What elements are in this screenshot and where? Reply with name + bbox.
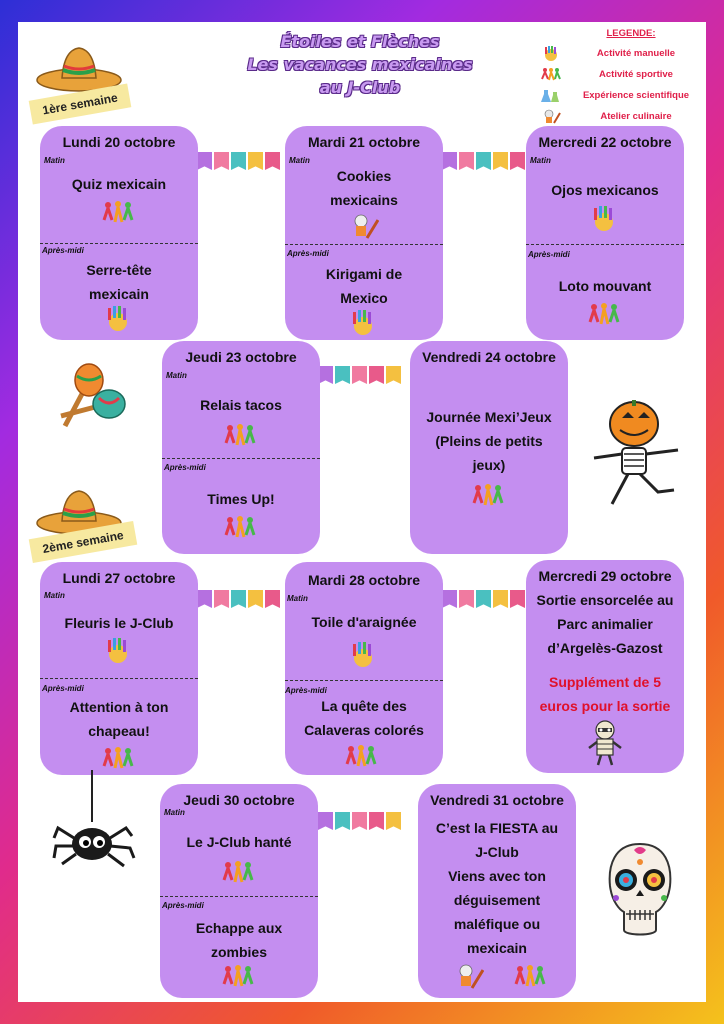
slot-label-morning: Matin (44, 156, 65, 165)
activity-afternoon-line-1: Echappe aux (195, 920, 283, 936)
activity-morning-line-2: mexicains (330, 192, 398, 208)
week-1-tag: 1ère semaine (29, 83, 132, 124)
activity-line-2: J-Club (475, 844, 519, 860)
activity-line-5: maléfique ou (453, 916, 541, 932)
people-sport-icon (220, 860, 256, 886)
people-sport-icon (512, 964, 548, 990)
activity-morning: Fleuris le J-Club (64, 615, 174, 631)
day-title: Jeudi 23 octobre (185, 349, 297, 365)
slot-label-morning: Matin (530, 156, 551, 165)
activity-afternoon-line-1: Attention à ton (69, 699, 169, 715)
activity-line-4: déguisement (453, 892, 541, 908)
sugar-skull-icon (604, 840, 676, 940)
activity-morning: Quiz mexicain (71, 176, 167, 192)
day-card-mardi-28 (285, 562, 443, 775)
people-sport-icon (220, 964, 256, 990)
day-title: Mardi 28 octobre (307, 572, 421, 588)
activity-afternoon-line-2: mexicain (89, 286, 149, 302)
day-card-mercredi-29 (526, 560, 684, 773)
hand-paint-icon (349, 310, 377, 336)
legend-label: Activité manuelle (596, 48, 676, 59)
activity-afternoon-line-2: zombies (210, 944, 267, 960)
papel-picado-banner (197, 590, 282, 608)
activity-line-1: Journée Mexi’Jeux (426, 409, 552, 425)
title-line-1: Étoiles et Flèches (280, 32, 440, 51)
maracas-icon (55, 362, 129, 430)
divider (40, 678, 198, 679)
legend-item-sport (536, 64, 706, 85)
divider (285, 244, 443, 245)
day-card-vendredi-31 (418, 784, 576, 998)
slot-label-afternoon: Après-midi (528, 250, 570, 259)
papel-picado-banner (197, 152, 282, 170)
activity-morning: Toile d'araignée (311, 614, 417, 630)
activity-line-1: C’est la FIESTA au (435, 820, 559, 836)
divider (285, 680, 443, 681)
divider (40, 243, 198, 244)
activity-afternoon-line-2: Mexico (340, 290, 388, 306)
day-title: Mercredi 29 octobre (538, 568, 672, 584)
legend-title: LEGENDE: (606, 28, 656, 39)
poster-title (200, 30, 520, 99)
day-card-mercredi-22 (526, 126, 684, 340)
activity-morning: Relais tacos (200, 397, 282, 413)
activity-line-2: Parc animalier (557, 616, 653, 632)
slot-label-morning: Matin (166, 371, 187, 380)
divider (162, 458, 320, 459)
activity-line-3: jeux) (472, 457, 506, 473)
day-card-lundi-27 (40, 562, 198, 775)
legend-label: Activité sportive (599, 69, 673, 80)
day-title: Mardi 21 octobre (307, 134, 421, 150)
mummy-icon (588, 720, 622, 766)
people-sport-icon (100, 200, 136, 226)
chef-icon (349, 214, 379, 240)
activity-afternoon-line-2: Calaveras colorés (304, 722, 424, 738)
activity-afternoon: Loto mouvant (558, 278, 652, 294)
slot-label-afternoon: Après-midi (287, 249, 329, 258)
legend-item-cooking (536, 106, 706, 127)
people-sport-icon (586, 302, 622, 328)
day-title: Vendredi 24 octobre (422, 349, 556, 365)
day-card-mardi-21 (285, 126, 443, 340)
chef-icon (536, 109, 566, 125)
slot-label-morning: Matin (164, 808, 185, 817)
day-title: Vendredi 31 octobre (430, 792, 564, 808)
activity-line-3: Viens avec ton (448, 868, 546, 884)
activity-afternoon-line-1: Kirigami de (325, 266, 403, 282)
activity-line-2: (Pleins de petits (435, 433, 543, 449)
day-title: Lundi 27 octobre (62, 570, 176, 586)
slot-label-afternoon: Après-midi (162, 901, 204, 910)
activity-morning-line-1: Cookies (336, 168, 392, 184)
hand-paint-icon (536, 46, 566, 62)
people-sport-icon (536, 67, 566, 83)
pumpkin-skeleton-icon (586, 396, 686, 516)
activity-line-1: Sortie ensorcelée au (536, 592, 674, 608)
people-sport-icon (470, 483, 506, 509)
divider (160, 896, 318, 897)
day-title: Jeudi 30 octobre (183, 792, 295, 808)
legend-label: Expérience scientifique (582, 90, 690, 101)
divider (526, 244, 684, 245)
day-title: Mercredi 22 octobre (538, 134, 672, 150)
slot-label-morning: Matin (287, 594, 308, 603)
hand-paint-icon (349, 642, 377, 668)
legend-item-manual (536, 43, 706, 64)
day-card-jeudi-30 (160, 784, 318, 998)
slot-label-morning: Matin (289, 156, 310, 165)
people-sport-icon (100, 746, 136, 772)
spider-icon (52, 770, 138, 874)
activity-morning: Le J-Club hanté (186, 834, 292, 850)
activity-morning: Ojos mexicanos (551, 182, 659, 198)
activity-line-6: mexicain (467, 940, 527, 956)
hand-paint-icon (104, 638, 132, 664)
papel-picado-banner (442, 590, 527, 608)
day-card-vendredi-24 (410, 341, 568, 554)
day-card-jeudi-23 (162, 341, 320, 554)
legend-item-science (536, 85, 706, 106)
activity-afternoon-line-1: La quête des (321, 698, 407, 714)
supplement-note-line-1: Supplément de 5 (548, 674, 662, 690)
day-title: Lundi 20 octobre (62, 134, 176, 150)
slot-label-morning: Matin (44, 591, 65, 600)
week-2-tag: 2ème semaine (29, 521, 138, 563)
activity-afternoon-line-2: chapeau! (88, 723, 150, 739)
slot-label-afternoon: Après-midi (285, 686, 327, 695)
hand-paint-icon (590, 206, 618, 232)
people-sport-icon (343, 744, 379, 770)
papel-picado-banner (318, 366, 403, 384)
activity-afternoon-line-1: Serre-tête (86, 262, 152, 278)
title-line-2: Les vacances mexicaines (247, 55, 473, 74)
slot-label-afternoon: Après-midi (164, 463, 206, 472)
day-card-lundi-20 (40, 126, 198, 340)
people-sport-icon (222, 423, 258, 449)
supplement-note-line-2: euros pour la sortie (539, 698, 671, 714)
people-sport-icon (222, 515, 258, 541)
legend (536, 28, 706, 127)
slot-label-afternoon: Après-midi (42, 246, 84, 255)
papel-picado-banner (318, 812, 403, 830)
chef-icon (454, 964, 484, 990)
activity-line-3: d’Argelès-Gazost (547, 640, 663, 656)
title-line-3: au J-Club (319, 78, 401, 97)
flask-icon (536, 88, 566, 104)
slot-label-afternoon: Après-midi (42, 684, 84, 693)
activity-afternoon: Times Up! (207, 491, 275, 507)
papel-picado-banner (442, 152, 527, 170)
legend-label: Atelier culinaire (600, 111, 672, 122)
hand-paint-icon (104, 306, 132, 332)
